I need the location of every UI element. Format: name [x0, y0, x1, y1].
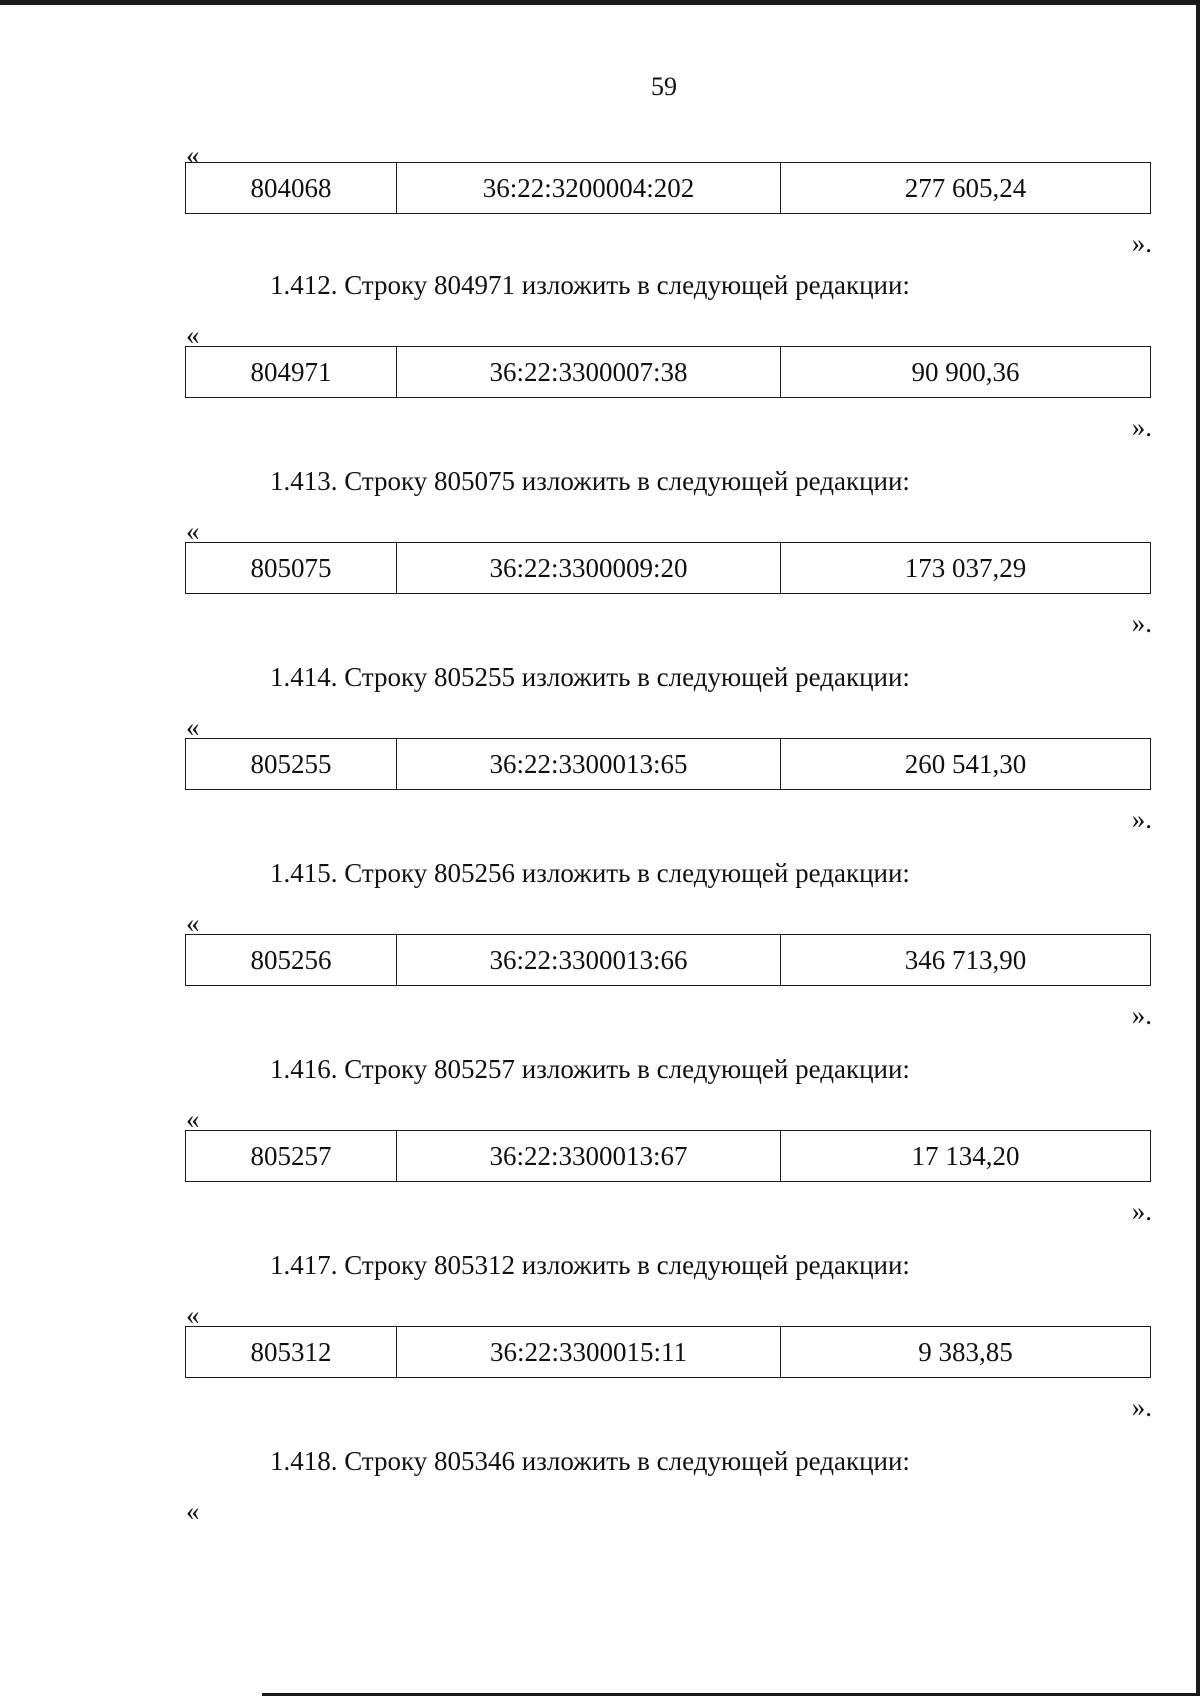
close-quote: ».: [1131, 804, 1152, 834]
open-quote: «: [186, 1300, 200, 1330]
scan-frame-right: [1196, 0, 1200, 1696]
close-quote: ».: [1131, 1000, 1152, 1030]
first-row-table: [185, 162, 1151, 214]
open-quote: «: [186, 712, 200, 742]
row-value: 17 134,20: [781, 1131, 1151, 1182]
row-code: 805257: [186, 1131, 397, 1182]
row-cadastral-number: 36:22:3300013:66: [397, 935, 781, 986]
row-code: 805256: [186, 935, 397, 986]
row-code: 805312: [186, 1327, 397, 1378]
row-code: 805075: [186, 543, 397, 594]
row-value: 90 900,36: [781, 347, 1151, 398]
close-quote: ».: [1131, 608, 1152, 638]
row-value: 9 383,85: [781, 1327, 1151, 1378]
amendment-row-table: [185, 542, 1151, 594]
table-row: [186, 347, 1151, 398]
open-quote: «: [186, 320, 200, 350]
close-quote: ».: [1131, 1392, 1152, 1422]
row-cadastral-number: 36:22:3300009:20: [397, 543, 781, 594]
close-quote: ».: [1131, 228, 1152, 258]
amendment-heading: 1.416. Строку 805257 изложить в следующей редакции:: [270, 1054, 910, 1084]
amendment-row-table: [185, 1326, 1151, 1378]
scan-frame-top: [0, 0, 1200, 5]
row-cadastral-number: 36:22:3300007:38: [397, 347, 781, 398]
table-row: [186, 739, 1151, 790]
close-quote: ».: [1131, 412, 1152, 442]
amendment-heading: 1.417. Строку 805312 изложить в следующей редакции:: [270, 1250, 910, 1280]
close-quote: ».: [1131, 1196, 1152, 1226]
open-quote: «: [186, 516, 200, 546]
row-code: 804068: [186, 163, 397, 214]
open-quote: «: [186, 140, 200, 170]
table-row: [186, 1131, 1151, 1182]
row-value: 346 713,90: [781, 935, 1151, 986]
table-row: [186, 935, 1151, 986]
table-row: [186, 163, 1151, 214]
row-cadastral-number: 36:22:3300013:67: [397, 1131, 781, 1182]
amendment-row-table: [185, 346, 1151, 398]
amendment-heading: 1.415. Строку 805256 изложить в следующей редакции:: [270, 858, 910, 888]
row-value: 173 037,29: [781, 543, 1151, 594]
amendment-row-table: [185, 738, 1151, 790]
row-cadastral-number: 36:22:3300013:65: [397, 739, 781, 790]
row-value: 277 605,24: [781, 163, 1151, 214]
open-quote: «: [186, 1496, 200, 1526]
table-row: [186, 543, 1151, 594]
row-code: 804971: [186, 347, 397, 398]
amendment-heading: 1.418. Строку 805346 изложить в следующей редакции:: [270, 1446, 910, 1476]
row-value: 260 541,30: [781, 739, 1151, 790]
amendment-heading: 1.414. Строку 805255 изложить в следующей редакции:: [270, 662, 910, 692]
row-cadastral-number: 36:22:3200004:202: [397, 163, 781, 214]
amendment-heading: 1.412. Строку 804971 изложить в следующей редакции:: [270, 270, 910, 300]
amendment-row-table: [185, 1130, 1151, 1182]
table-row: [186, 1327, 1151, 1378]
amendment-heading: 1.413. Строку 805075 изложить в следующей редакции:: [270, 466, 910, 496]
page-number: 59: [651, 72, 677, 101]
open-quote: «: [186, 908, 200, 938]
row-code: 805255: [186, 739, 397, 790]
row-cadastral-number: 36:22:3300015:11: [397, 1327, 781, 1378]
amendment-row-table: [185, 934, 1151, 986]
open-quote: «: [186, 1104, 200, 1134]
